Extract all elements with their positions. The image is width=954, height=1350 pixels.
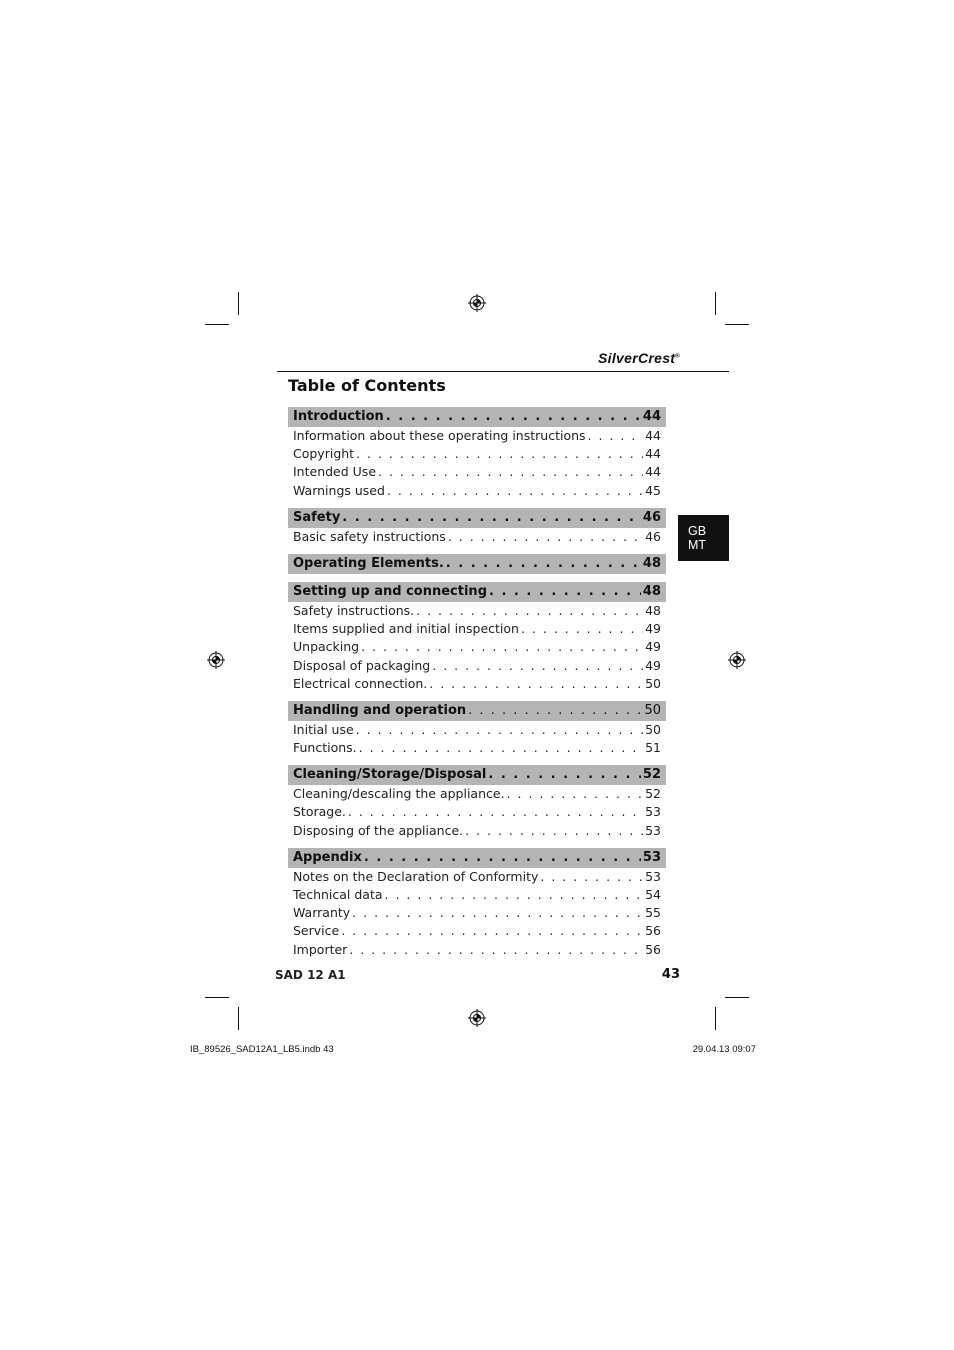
toc-entry-page: 52 [645,786,661,802]
toc-section-title: Handling and operation [293,702,467,718]
print-slug-date: 29.04.13 09:07 [692,1044,756,1055]
toc-section [288,582,666,693]
toc-entry-label: Copyright [293,446,355,462]
toc-entry[interactable] [288,739,666,757]
toc-leader-dots [386,407,641,427]
toc-entry-label: Unpacking [293,639,360,655]
toc-leader-dots [342,508,641,528]
toc-section [288,765,666,840]
toc-entry-page: 49 [645,639,661,655]
toc-entry-page: 44 [645,446,661,462]
toc-section-title: Safety [293,509,341,525]
toc-leader-dots [540,868,643,886]
toc-entry-label: Notes on the Declaration of Conformity [293,868,539,884]
toc-leader-dots [448,528,643,546]
toc-entry[interactable] [288,528,666,546]
registered-mark: ® [675,353,680,360]
toc-entry-label: Items supplied and initial inspection [293,621,519,637]
crop-mark [205,324,229,325]
toc-entry[interactable] [288,482,666,500]
table-of-contents [288,407,666,967]
toc-entry-label: Information about these operating instructions [293,428,586,443]
toc-leader-dots [356,445,643,463]
toc-section-heading[interactable] [288,508,666,528]
toc-leader-dots [361,638,643,656]
toc-section-page: 52 [642,767,661,783]
toc-leader-dots [588,427,644,445]
toc-leader-dots [348,803,643,821]
toc-section [288,701,666,757]
toc-entry-label: Intended Use [293,464,377,480]
crop-mark [725,997,749,998]
toc-entry[interactable] [288,620,666,638]
toc-leader-dots [359,739,643,757]
toc-section-page: 50 [644,702,661,718]
toc-entry-label: Storage. [293,804,346,820]
toc-leader-dots [352,904,643,922]
toc-entry-page: 46 [645,528,661,544]
brand-name: SilverCrest [598,350,676,366]
toc-entry[interactable] [288,803,666,821]
toc-section-title: Appendix [293,849,362,865]
toc-entry-page: 56 [645,941,661,957]
toc-leader-dots [468,701,642,721]
crop-mark [205,997,229,998]
toc-section-heading[interactable] [288,848,666,868]
toc-section-heading[interactable] [288,554,666,574]
toc-section-page: 53 [642,849,661,865]
toc-section-title: Operating Elements. [293,555,444,571]
toc-section-title: Introduction [293,409,384,424]
toc-entry[interactable] [288,922,666,940]
toc-section [288,554,666,574]
toc-section-page: 48 [642,555,661,571]
registration-mark-icon [468,294,486,312]
language-code: GB [688,524,707,538]
toc-entry-label: Disposing of the appliance. [293,822,464,838]
toc-entry-page: 50 [645,675,661,691]
toc-section-heading[interactable] [288,407,666,427]
crop-mark [715,1007,716,1030]
toc-section-heading[interactable] [288,582,666,602]
toc-leader-dots [385,886,644,904]
toc-entry-page: 45 [645,482,661,498]
toc-leader-dots [465,822,643,840]
toc-entry-label: Cleaning/descaling the appliance. [293,786,505,802]
crop-mark [715,292,716,315]
toc-entry[interactable] [288,904,666,922]
toc-leader-dots [446,554,641,574]
toc-entry[interactable] [288,427,666,445]
crop-mark [725,324,749,325]
toc-leader-dots [341,922,643,940]
language-tab [678,515,729,561]
toc-entry[interactable] [288,657,666,675]
toc-leader-dots [488,765,641,785]
toc-entry[interactable] [288,785,666,803]
toc-entry-page: 55 [645,905,661,921]
toc-section-title: Setting up and connecting [293,583,487,599]
crop-mark [238,1007,239,1030]
toc-entry[interactable] [288,721,666,739]
toc-leader-dots [416,602,643,620]
toc-entry[interactable] [288,886,666,904]
toc-entry-label: Importer [293,941,348,957]
toc-section-heading[interactable] [288,765,666,785]
toc-entry-page: 51 [645,740,661,756]
toc-entry-label: Warnings used [293,482,385,498]
registration-mark-icon [468,1009,486,1027]
toc-leader-dots [507,785,644,803]
toc-entry-page: 49 [645,621,661,637]
toc-entry-page: 44 [645,464,661,480]
toc-leader-dots [432,657,643,675]
toc-entry-page: 50 [645,721,661,737]
toc-section-page: 48 [642,583,661,599]
toc-entry-label: Functions. [293,740,357,756]
toc-section-page: 44 [642,409,661,424]
toc-entry-page: 53 [645,804,661,820]
toc-entry-label: Initial use [293,721,354,737]
toc-entry[interactable] [288,445,666,463]
toc-leader-dots [387,482,643,500]
toc-leader-dots [349,941,643,959]
toc-entry[interactable] [288,463,666,481]
crop-mark [238,292,239,315]
registration-mark-icon [728,651,746,669]
brand-logo [560,350,680,366]
toc-leader-dots [429,675,643,693]
toc-section [288,848,666,959]
toc-entry-label: Service [293,923,340,939]
toc-leader-dots [378,463,643,481]
toc-leader-dots [356,721,643,739]
registration-mark-icon [207,651,225,669]
toc-entry-label: Technical data [293,887,383,902]
toc-entry-page: 49 [645,657,661,673]
toc-entry-page: 53 [645,822,661,838]
header-rule [277,371,729,372]
toc-entry[interactable] [288,822,666,840]
toc-entry[interactable] [288,868,666,886]
print-slug-file: IB_89526_SAD12A1_LB5.indb 43 [190,1044,334,1055]
toc-section-page: 46 [642,509,661,525]
toc-entry-label: Basic safety instructions [293,528,446,544]
toc-leader-dots [521,620,643,638]
toc-entry-page: 54 [645,887,661,902]
toc-entry[interactable] [288,675,666,693]
toc-section-title: Cleaning/Storage/Disposal [293,767,487,783]
toc-entry-label: Safety instructions. [293,602,415,618]
toc-section [288,508,666,546]
toc-entry-label: Electrical connection. [293,675,428,691]
language-code: MT [688,538,707,552]
toc-entry-page: 48 [645,602,661,618]
page-title: Table of Contents [288,376,446,395]
toc-entry-label: Warranty [293,905,351,921]
toc-section [288,407,666,500]
toc-entry-label: Disposal of packaging [293,657,431,673]
toc-entry[interactable] [288,638,666,656]
model-number: SAD 12 A1 [275,968,346,982]
toc-leader-dots [364,848,641,868]
page-number: 43 [661,967,680,982]
toc-entry[interactable] [288,941,666,959]
toc-section-heading[interactable] [288,701,666,721]
toc-entry-page: 44 [645,428,661,443]
toc-leader-dots [489,582,641,602]
toc-entry-page: 53 [645,868,661,884]
toc-entry-page: 56 [645,923,661,939]
toc-entry[interactable] [288,602,666,620]
